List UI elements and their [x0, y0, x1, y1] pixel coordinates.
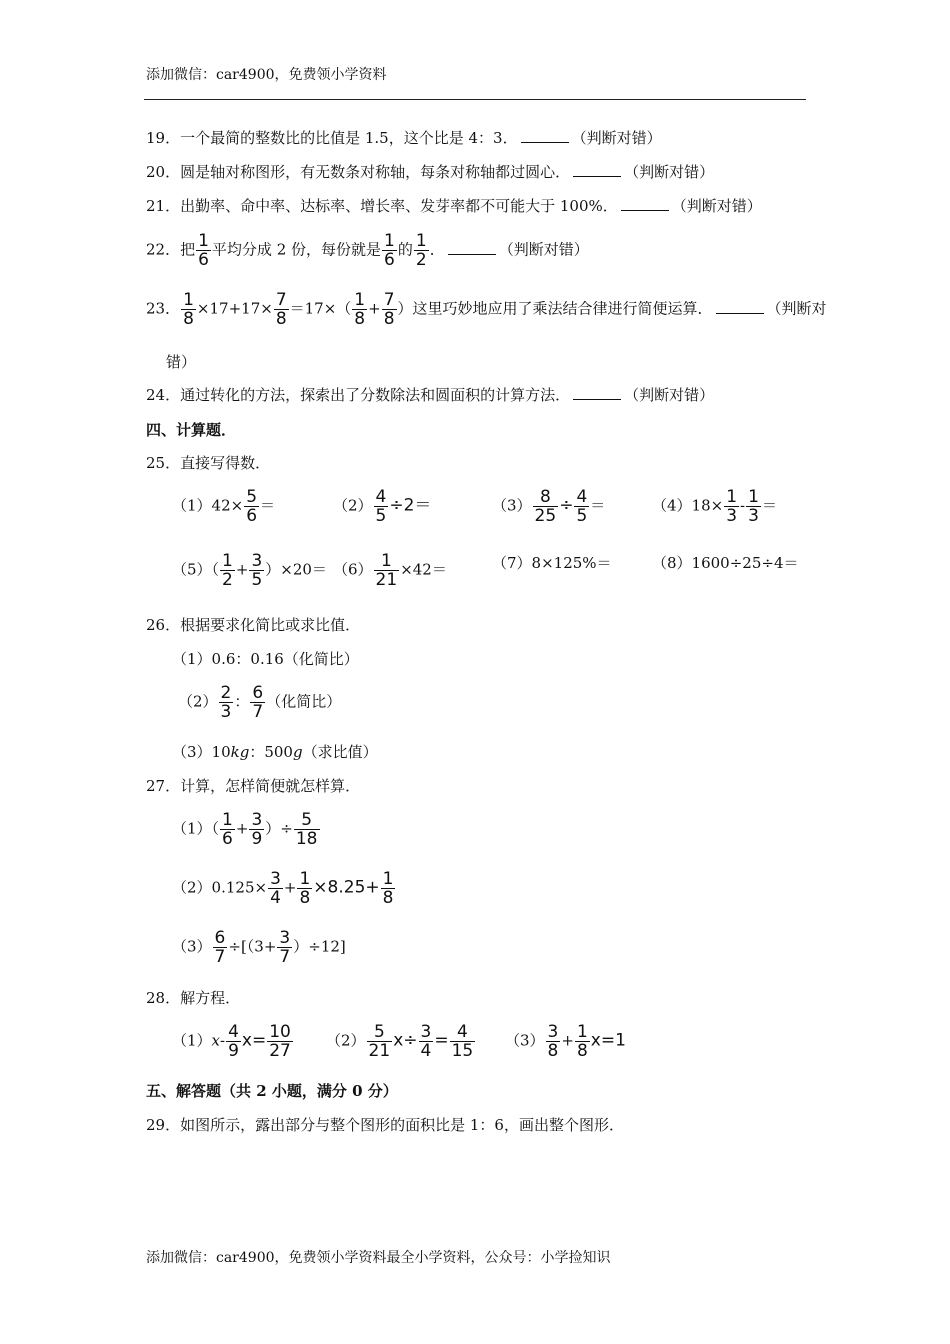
question-19-tail: （判断对错）: [571, 129, 662, 147]
question-23: [146, 291, 827, 328]
item-label: （3）: [492, 496, 532, 515]
question-23-text: ×17+17×: [196, 299, 273, 318]
q28-item-3: [505, 1023, 626, 1060]
q25-item-8: （8）1600÷25÷4＝: [652, 554, 799, 572]
item-text: ）÷: [265, 819, 293, 838]
question-26-title: 26．根据要求化简比或求比值．: [146, 616, 361, 634]
fraction: $\frac{3}{5}$: [251, 551, 263, 590]
answer-blank-21[interactable]: [621, 198, 669, 211]
item-tail: （求比值）: [302, 743, 378, 761]
q25-item-4: [652, 488, 777, 525]
question-22-text: 平均分成 2 份，每份就是: [211, 240, 382, 259]
fraction: $\frac{10}{27}$: [269, 1022, 291, 1061]
question-24-tail: （判断对错）: [624, 386, 715, 404]
fraction: $\frac{7}{8}$: [383, 290, 395, 329]
item-label: （1）42×: [172, 496, 244, 515]
item-label: （2）: [333, 496, 373, 515]
section-5-title: 五、解答题（共 2 小题，满分 0 分）: [146, 1082, 398, 1100]
q28-item-1: [172, 1023, 294, 1060]
equals-sign: ＝: [761, 496, 777, 515]
fraction: $\frac{1}{6}$: [198, 231, 209, 270]
fraction: $\frac{3}{7}$: [279, 928, 291, 967]
operator: -: [220, 1031, 226, 1050]
fraction: $\frac{5}{6}$: [246, 487, 258, 526]
question-23-text: ）这里巧妙地应用了乘法结合律进行简便运算．: [397, 299, 713, 318]
footer-text: 添加微信：car4900，免费领小学资料最全小学资料，公众号：小学捡知识: [146, 1250, 611, 1266]
item-label: （1）: [172, 1031, 212, 1050]
q25-item-7: （7）8×125%＝: [492, 554, 612, 572]
operator: -: [740, 496, 746, 515]
fraction: $\frac{5}{18}$: [295, 810, 318, 849]
item-label: （3）: [172, 937, 212, 956]
item-label: （5）（: [172, 560, 220, 579]
operator: +: [283, 878, 297, 897]
question-21-text: 21．出勤率、命中率、达标率、增长率、发芽率都不可能大于 100%．: [146, 197, 618, 215]
variable-x: x: [211, 1031, 221, 1050]
question-19-text: 19．一个最简的整数比的比值是 1.5，这个比是 4：3．: [146, 129, 518, 147]
fraction: $\frac{6}{7}$: [252, 683, 264, 722]
question-22-tail: （判断对错）: [498, 240, 589, 259]
question-29: 29．如图所示，露出部分与整个图形的面积比是 1：6，画出整个图形．: [146, 1116, 624, 1134]
item-tail: ）÷12]: [293, 937, 346, 956]
equation-text: x÷: [393, 1030, 418, 1051]
item-text: ×8.25+: [313, 877, 380, 898]
item-label: （4）18×: [652, 496, 724, 515]
fraction: $\frac{4}{15}$: [451, 1022, 474, 1061]
q28-item-2: [326, 1023, 476, 1060]
fraction: $\frac{6}{7}$: [214, 928, 226, 967]
item-label: （2）: [178, 692, 218, 711]
item-label: （3）10: [172, 743, 231, 761]
q27-item-1: [172, 811, 321, 848]
q27-item-2: [172, 870, 396, 907]
fraction: $\frac{1}{8}$: [576, 1022, 588, 1061]
header-text: 添加微信：car4900，免费领小学资料: [146, 67, 387, 83]
answer-blank-23[interactable]: [716, 301, 764, 314]
question-28-title: 28．解方程．: [146, 989, 241, 1007]
item-tail: ×42＝: [400, 560, 447, 579]
fraction: $\frac{3}{8}$: [547, 1022, 559, 1061]
question-22-number: 22．把: [146, 240, 196, 259]
fraction: $\frac{8}{25}$: [534, 487, 557, 526]
equals-sign: ＝: [260, 496, 276, 515]
q26-item-1: （1）0.6：0.16（化简比）: [172, 650, 359, 668]
question-22: [146, 232, 589, 269]
equals-sign: =: [434, 1030, 449, 1051]
item-label: （2）: [326, 1031, 366, 1050]
question-24-text: 24．通过转化的方法，探索出了分数除法和圆面积的计算方法．: [146, 386, 571, 404]
question-23-number: 23．: [146, 299, 181, 318]
question-27-title: 27．计算，怎样简便就怎样算．: [146, 777, 361, 795]
fraction: $\frac{4}{9}$: [228, 1022, 239, 1061]
question-21-tail: （判断对错）: [671, 197, 762, 215]
fraction: $\frac{1}{8}$: [354, 290, 366, 329]
ratio-colon: ：: [234, 692, 250, 711]
item-text: ÷[（3+: [228, 937, 277, 956]
answer-blank-19[interactable]: [521, 130, 569, 143]
question-20: [146, 161, 714, 182]
fraction: $\frac{1}{6}$: [384, 231, 395, 270]
question-24: [146, 384, 714, 405]
equation-text: x=: [241, 1030, 267, 1051]
answer-blank-22[interactable]: [448, 242, 496, 255]
item-tail: （化简比）: [266, 692, 342, 711]
fraction: $\frac{1}{8}$: [382, 869, 394, 908]
fraction: $\frac{1}{21}$: [375, 551, 398, 590]
fraction: $\frac{1}{2}$: [415, 231, 427, 270]
plus-sign: +: [368, 299, 381, 318]
item-label: （3）: [505, 1031, 545, 1050]
question-22-text-de: 的: [397, 240, 413, 259]
question-20-text: 20．圆是轴对称图形，有无数条对称轴，每条对称轴都过圆心．: [146, 163, 571, 181]
q25-item-3: [492, 488, 605, 525]
q25-item-5: [172, 552, 327, 589]
item-label: （6）: [333, 560, 373, 579]
answer-blank-20[interactable]: [573, 164, 621, 177]
q26-item-3: [172, 741, 378, 762]
fraction: $\frac{1}{6}$: [222, 810, 233, 849]
fraction: $\frac{7}{8}$: [275, 290, 287, 329]
q26-item-2: [178, 684, 341, 721]
fraction: $\frac{4}{5}$: [375, 487, 387, 526]
question-21: [146, 195, 762, 216]
fraction: $\frac{1}{3}$: [748, 487, 759, 526]
item-label: （1）（: [172, 819, 220, 838]
operator: +: [561, 1031, 574, 1050]
fraction: $\frac{3}{9}$: [251, 810, 263, 849]
question-20-tail: （判断对错）: [624, 163, 715, 181]
fraction: $\frac{3}{4}$: [420, 1022, 432, 1061]
q27-item-3: [172, 929, 346, 966]
operator: +: [235, 560, 249, 579]
section-4-title: 四、计算题．: [146, 421, 237, 439]
header-rule: [144, 99, 806, 100]
fraction: $\frac{1}{2}$: [222, 551, 233, 590]
question-19: [146, 127, 662, 148]
fraction: $\frac{4}{5}$: [576, 487, 588, 526]
fraction: $\frac{1}{8}$: [183, 290, 194, 329]
answer-blank-24[interactable]: [573, 387, 621, 400]
equals-sign: ＝: [590, 496, 606, 515]
equation-text: x=1: [590, 1030, 626, 1051]
fraction: $\frac{3}{4}$: [270, 869, 281, 908]
question-25-title: 25．直接写得数．: [146, 454, 271, 472]
unit-kg: kg: [230, 743, 250, 761]
unit-g: g: [292, 743, 303, 761]
fraction: $\frac{5}{21}$: [368, 1022, 391, 1061]
item-tail: ）×20＝: [265, 560, 327, 579]
item-text: ：500: [249, 743, 293, 761]
question-23-tail-wrap: 错）: [166, 353, 197, 371]
question-22-end: ．: [429, 240, 445, 259]
item-label: （2）0.125×: [172, 878, 268, 897]
fraction: $\frac{1}{3}$: [726, 487, 738, 526]
question-23-tail: （判断对: [766, 299, 827, 318]
q25-item-6: [333, 552, 447, 589]
q25-item-2: [333, 488, 431, 525]
fraction: $\frac{1}{8}$: [299, 869, 311, 908]
operator: +: [235, 819, 249, 838]
fraction: $\frac{2}{3}$: [220, 683, 232, 722]
q25-item-1: [172, 488, 275, 525]
operator: ÷: [559, 495, 574, 516]
operator: ÷2＝: [389, 495, 432, 516]
question-23-text: ＝17×（: [289, 299, 352, 318]
